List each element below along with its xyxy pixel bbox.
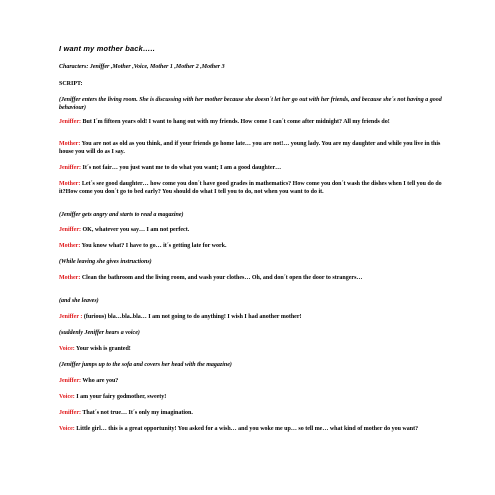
line-text: (Jeniffer gets angry and starts to read a magazine) [59, 212, 184, 218]
stage-direction [59, 329, 444, 337]
line-text: Clean the bathroom and the living room, and wash your clothes… Oh, and don´t open the door to strangers… [80, 275, 363, 281]
speaker-name: Jeniffer: [59, 410, 81, 416]
line-text: But I´m fifteen years old! I want to hang out with my friends. How come I can´t come after midnight? All my friends do! [81, 119, 390, 125]
characters-line: Characters: Jeniffer ,Mother ,Voice, Mother 1 ,Mother 2 ,Mother 3 [59, 64, 225, 70]
line-text: You know what? I have to go… it´s getting late for work. [80, 243, 227, 249]
line-text: That´s not true… It´s only my imagination. [81, 410, 193, 416]
dialogue-line [59, 118, 444, 126]
dialogue-line [59, 274, 444, 282]
line-text: It´s not fair… you just want me to do what you want; I am a good daughter… [81, 165, 282, 171]
dialogue-line [59, 345, 444, 353]
line-text: (suddenly Jeniffer hears a voice) [59, 330, 140, 336]
line-text: (and she leaves) [59, 298, 99, 304]
stage-direction [59, 258, 444, 266]
dialogue-line [59, 313, 444, 321]
speaker-name: Voice: [59, 426, 75, 432]
line-text: (Jeniffer jumps up to the sofa and covers her head with the magazine) [59, 362, 232, 368]
speaker-name: Jeniffer : [59, 314, 83, 320]
line-text: I am your fairy godmother, sweety! [74, 394, 167, 400]
dialogue-line [59, 164, 444, 172]
line-text: Your wish is granted! [74, 346, 131, 352]
speaker-name: Mother: [59, 181, 81, 187]
line-text: (furious) bla…bla..bla… I am not going to do anything! I wish I had another mother! [82, 314, 302, 320]
stage-direction [59, 297, 444, 305]
line-text: OK, whatever you say… I am not perfect. [81, 227, 190, 233]
document-title: I want my mother back….. [59, 44, 155, 53]
speaker-name: Jeniffer: [59, 227, 81, 233]
line-text: Let´s see good daughter… how come you don´t have good grades in mathematics? How come you don´t wash the dishes when I tell you do do it?How come you don´t go to bed early? You should do what I tell you to do, not when you want to do it. [59, 181, 442, 196]
stage-direction [59, 96, 444, 112]
speaker-name: Mother: [59, 275, 81, 281]
line-text: You are not as old as you think, and if your friends go home late… you are not!… young lady. You are my daughter and while you live in this house you will do as I say. [59, 141, 441, 156]
script-label: SCRIPT: [59, 81, 83, 87]
dialogue-line [59, 140, 444, 156]
line-text: Little girl… this is a great opportunity! You asked for a wish… and you woke me up… so tell me… what kind of mother do you want? [74, 426, 419, 432]
speaker-name: Jeniffer: [59, 119, 81, 125]
dialogue-line [59, 180, 444, 196]
dialogue-line [59, 226, 444, 234]
speaker-name: Voice: [59, 346, 75, 352]
stage-direction [59, 211, 444, 219]
dialogue-line [59, 377, 444, 385]
dialogue-line [59, 409, 444, 417]
speaker-name: Voice: [59, 394, 75, 400]
dialogue-line [59, 242, 444, 250]
line-text: (While leaving she gives instructions) [59, 259, 152, 265]
speaker-name: Jeniffer: [59, 165, 81, 171]
speaker-name: Jeniffer: [59, 378, 81, 384]
speaker-name: Mother: [59, 243, 81, 249]
dialogue-line [59, 425, 444, 433]
dialogue-line [59, 393, 444, 401]
speaker-name: Mother: [59, 141, 81, 147]
line-text: Who are you? [81, 378, 119, 384]
stage-direction [59, 361, 444, 369]
line-text: (Jeniffer enters the living room. She is discussing with her mother because she doesn´t let her go out with her friends, and because she´s not having a good behaviour) [59, 97, 442, 112]
